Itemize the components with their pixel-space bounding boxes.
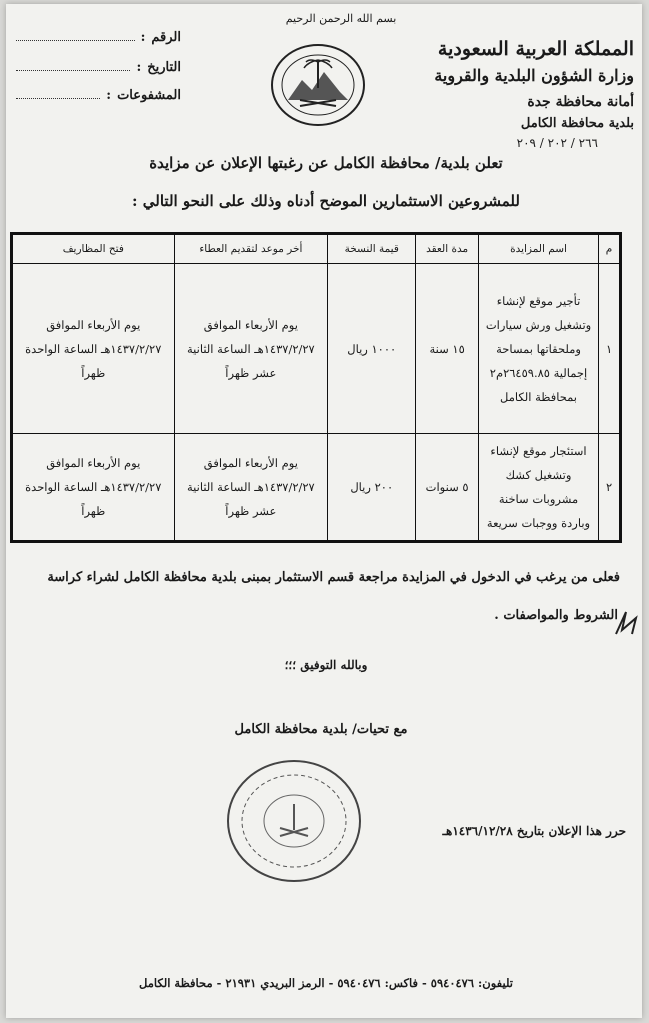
municipality-title: بلدية محافظة الكامل	[520, 116, 634, 131]
document-page	[6, 4, 642, 1018]
announcement-line-1: تعلن بلدية/ محافظة الكامل عن رغبتها الإعلان عن مزايدة	[149, 154, 503, 172]
table-header-row	[12, 234, 621, 264]
date-label: التاريخ	[147, 60, 181, 75]
official-stamp-icon	[224, 756, 364, 886]
row-opening: يوم الأربعاء الموافق ١٤٣٧/٢/٢٧هـ الساعة الواحدة ظهراً	[12, 434, 175, 542]
col-auction-name: اسم المزايدة	[478, 234, 598, 264]
attachments-label: المشفوعات	[117, 88, 181, 103]
closing-thanks: وبالله التوفيق ؛؛؛	[284, 658, 368, 672]
footer-contact: تليفون: ٥٩٤٠٤٧٦ - فاكس: ٥٩٤٠٤٧٦ - الرمز البريدي ٢١٩٣١ - محافظة الكامل	[139, 976, 513, 990]
number-label: الرقم	[151, 30, 181, 45]
instructions-line-1: فعلى من يرغب في الدخول في المزايدة مراجعة قسم الاستثمار بمبنى بلدية محافظة الكامل لشراء كراسة	[47, 570, 620, 585]
col-contract-duration: مدة العقد	[416, 234, 479, 264]
row-number: ١	[599, 264, 621, 434]
date-field: التاريخ :	[16, 60, 181, 75]
auction-table	[10, 232, 622, 543]
ministry-logo-icon	[268, 42, 368, 128]
row-deadline: يوم الأربعاء الموافق ١٤٣٧/٢/٢٧هـ الساعة الثانية عشر ظهراً	[174, 264, 328, 434]
kingdom-title: المملكة العربية السعودية	[437, 38, 634, 60]
row-number: ٢	[599, 434, 621, 542]
row-deadline: يوم الأربعاء الموافق ١٤٣٧/٢/٢٧هـ الساعة الثانية عشر ظهراً	[174, 434, 328, 542]
signature-mark-icon	[612, 604, 642, 644]
col-envelope-opening: فتح المظاريف	[12, 234, 175, 264]
col-copy-price: قيمة النسخة	[328, 234, 416, 264]
col-number: م	[599, 234, 621, 264]
row-price: ١٠٠٠ ريال	[328, 264, 416, 434]
table-row	[12, 264, 621, 434]
greeting: مع تحيات/ بلدية محافظة الكامل	[234, 722, 408, 737]
amana-title: أمانة محافظة جدة	[527, 94, 634, 110]
table-row	[12, 434, 621, 542]
instructions-line-2: الشروط والمواصفات .	[494, 608, 618, 623]
row-auction-name: استئجار موقع لإنشاء وتشغيل كشك مشروبات ساخنة وباردة ووجبات سريعة	[478, 434, 598, 542]
number-field: الرقم :	[16, 30, 181, 45]
basmala: بسم الله الرحمن الرحيم	[285, 12, 397, 25]
reference-number: ٢٦٦ / ٢٠٢ / ٢٠٩	[516, 136, 598, 150]
row-duration: ٥ سنوات	[416, 434, 479, 542]
row-auction-name: تأجير موقع لإنشاء وتشغيل ورش سيارات وملحقاتها بمساحة إجمالية ٢٦٤٥٩.٨٥م٢ بمحافظة الكامل	[478, 264, 598, 434]
announcement-line-2: للمشروعين الاستثمارين الموضح أدناه وذلك على النحو التالي :	[132, 192, 520, 210]
ministry-title: وزارة الشؤون البلدية والقروية	[434, 66, 634, 85]
row-price: ٢٠٠ ريال	[328, 434, 416, 542]
issue-date: حرر هذا الإعلان بتاريخ ١٤٣٦/١٢/٢٨هـ	[442, 824, 626, 838]
row-duration: ١٥ سنة	[416, 264, 479, 434]
row-opening: يوم الأربعاء الموافق ١٤٣٧/٢/٢٧هـ الساعة الواحدة ظهراً	[12, 264, 175, 434]
attachments-field: المشفوعات :	[16, 88, 181, 103]
col-submission-deadline: أخر موعد لتقديم العطاء	[174, 234, 328, 264]
